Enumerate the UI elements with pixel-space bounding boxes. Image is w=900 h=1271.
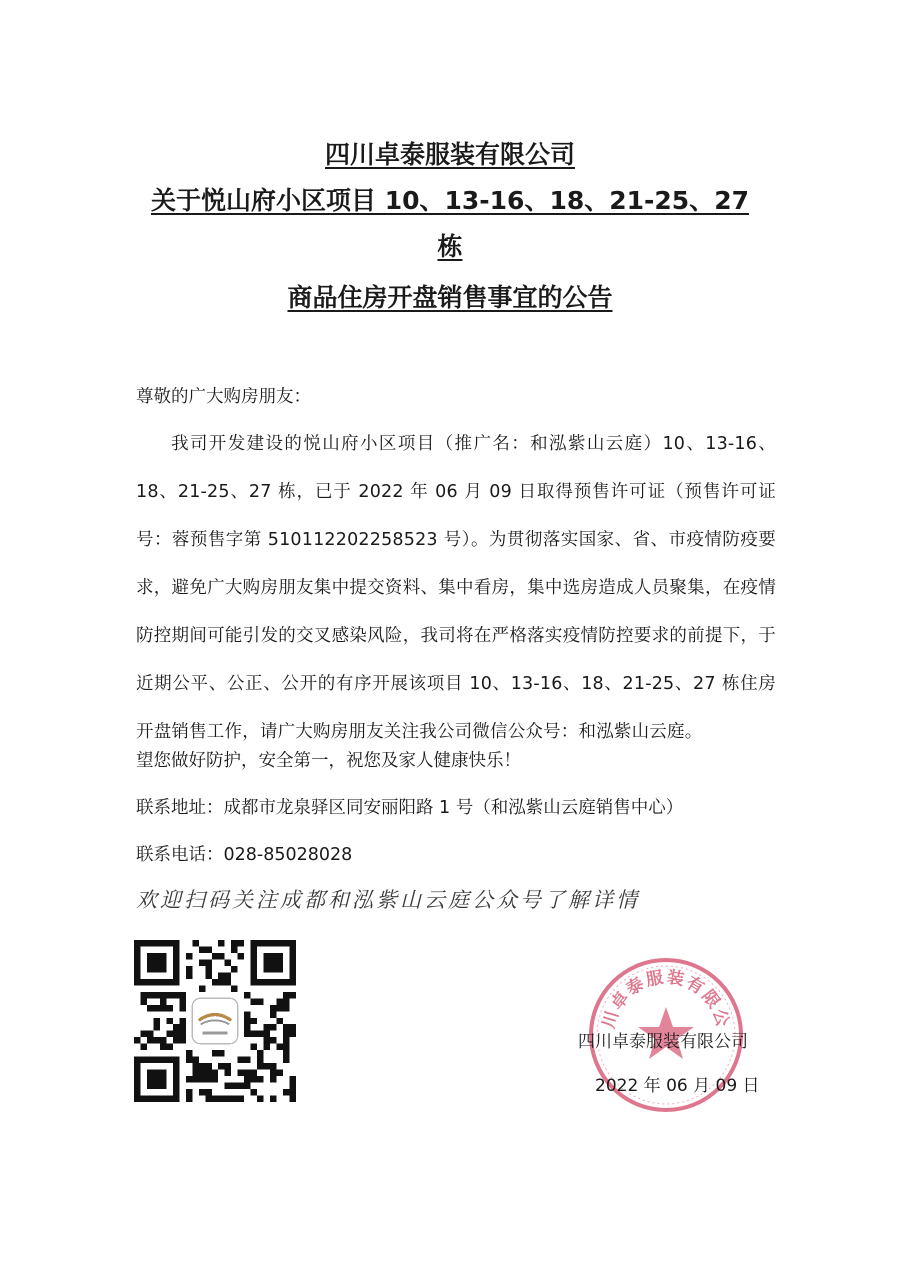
notice-title-line3: 栋 bbox=[437, 232, 463, 261]
handwritten-note: 欢迎扫码关注成都和泓紫山云庭公众号了解详情 bbox=[136, 888, 640, 912]
wish-text: 望您做好防护，安全第一，祝您及家人健康快乐！ bbox=[136, 751, 521, 771]
contact-address: 联系地址：成都市龙泉驿区同安丽阳路 1 号（和泓紫山云庭销售中心） bbox=[136, 798, 684, 818]
notice-body-paragraph: 我司开发建设的悦山府小区项目（推广名：和泓紫山云庭）10、13-16、18、21-25、27 栋，已于 2022 年 06 月 09 日取得预售许可证（预售许可证号：蓉预售字第 510112202258523 号）。为贯彻落实国家、省、市疫情防疫要求，避免广大购房朋友集中提交资料、集中看房，集中选房造成人员聚集，在疫情防控期间可能引发的交叉感染风险，我司将在严格落实疫情防控要求的前提下，于近期公平、公正、公开的有序开展该项目 10、13-16、18、21-25、27 栋住房开盘销售工作，请广大购房朋友关注我公司微信公众号：和泓紫山云庭。 bbox=[136, 434, 776, 742]
signature-date: 2022 年 06 月 09 日 bbox=[595, 1076, 760, 1096]
signature-company: 四川卓泰服装有限公司 bbox=[578, 1032, 748, 1052]
qr-code-icon bbox=[134, 940, 296, 1102]
salutation: 尊敬的广大购房朋友： bbox=[136, 387, 311, 407]
seal-text: 川卓泰服装有限公 bbox=[599, 967, 733, 1031]
svg-text:四川卓泰服装有限公司 bbox=[586, 955, 733, 1030]
notice-company-title: 四川卓泰服装有限公司 bbox=[324, 140, 575, 169]
brand-logo-icon bbox=[192, 998, 237, 1043]
notice-title-line2: 关于悦山府小区项目 10、13-16、18、21-25、27 bbox=[151, 186, 749, 215]
contact-phone: 联系电话：028-85028028 bbox=[136, 845, 353, 865]
notice-title-line4: 商品住房开盘销售事宜的公告 bbox=[287, 283, 613, 312]
